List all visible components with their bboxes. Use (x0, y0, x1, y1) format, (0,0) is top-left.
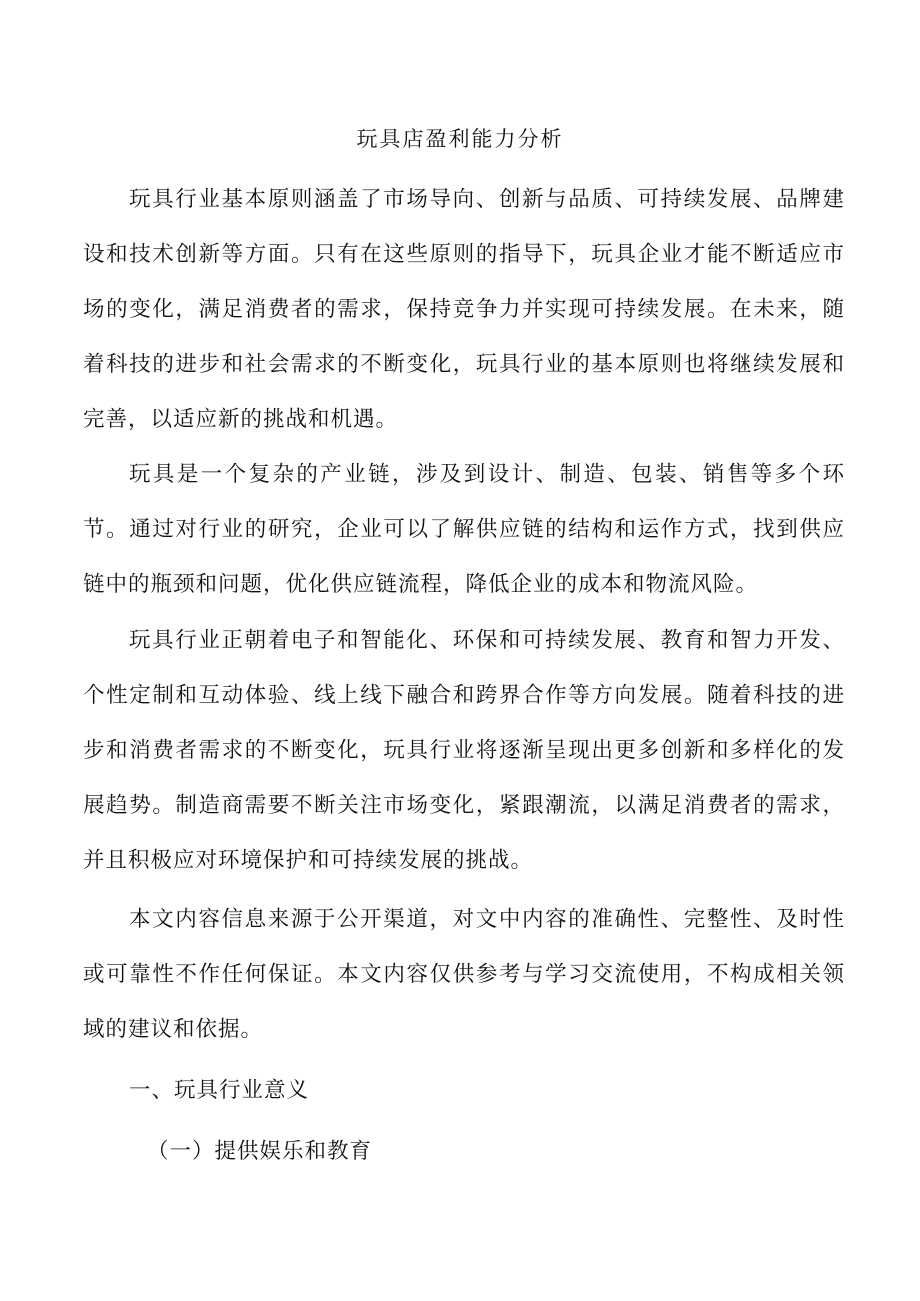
subsection-heading: （一）提供娱乐和教育 (147, 1139, 373, 1164)
paragraph-supply-chain: 玩具是一个复杂的产业链，涉及到设计、制造、包装、销售等多个环节。通过对行业的研究，企业可以了解供应链的结构和运作方式，找到供应链中的瓶颈和问题，优化供应链流程，降低企业的成本和物流风险。 (83, 462, 845, 597)
page-title: 玩具店盈利能力分析 (356, 127, 564, 151)
section-heading: 一、玩具行业意义 (129, 1078, 310, 1103)
paragraph-disclaimer: 本文内容信息来源于公开渠道，对文中内容的准确性、完整性、及时性或可靠性不作任何保证。本文内容仅供参考与学习交流使用，不构成相关领域的建议和依据。 (83, 907, 845, 1042)
paragraph-principles: 玩具行业基本原则涵盖了市场导向、创新与品质、可持续发展、品牌建设和技术创新等方面。只有在这些原则的指导下，玩具企业才能不断适应市场的变化，满足消费者的需求，保持竞争力并实现可持续发展。在未来，随着科技的进步和社会需求的不断变化，玩具行业的基本原则也将继续发展和完善，以适应新的挑战和机遇。 (83, 187, 845, 432)
paragraph-trends: 玩具行业正朝着电子和智能化、环保和可持续发展、教育和智力开发、个性定制和互动体验、线上线下融合和跨界合作等方向发展。随着科技的进步和消费者需求的不断变化，玩具行业将逐渐呈现出更多创新和多样化的发展趋势。制造商需要不断关注市场变化，紧跟潮流，以满足消费者的需求，并且积极应对环境保护和可持续发展的挑战。 (83, 628, 845, 873)
